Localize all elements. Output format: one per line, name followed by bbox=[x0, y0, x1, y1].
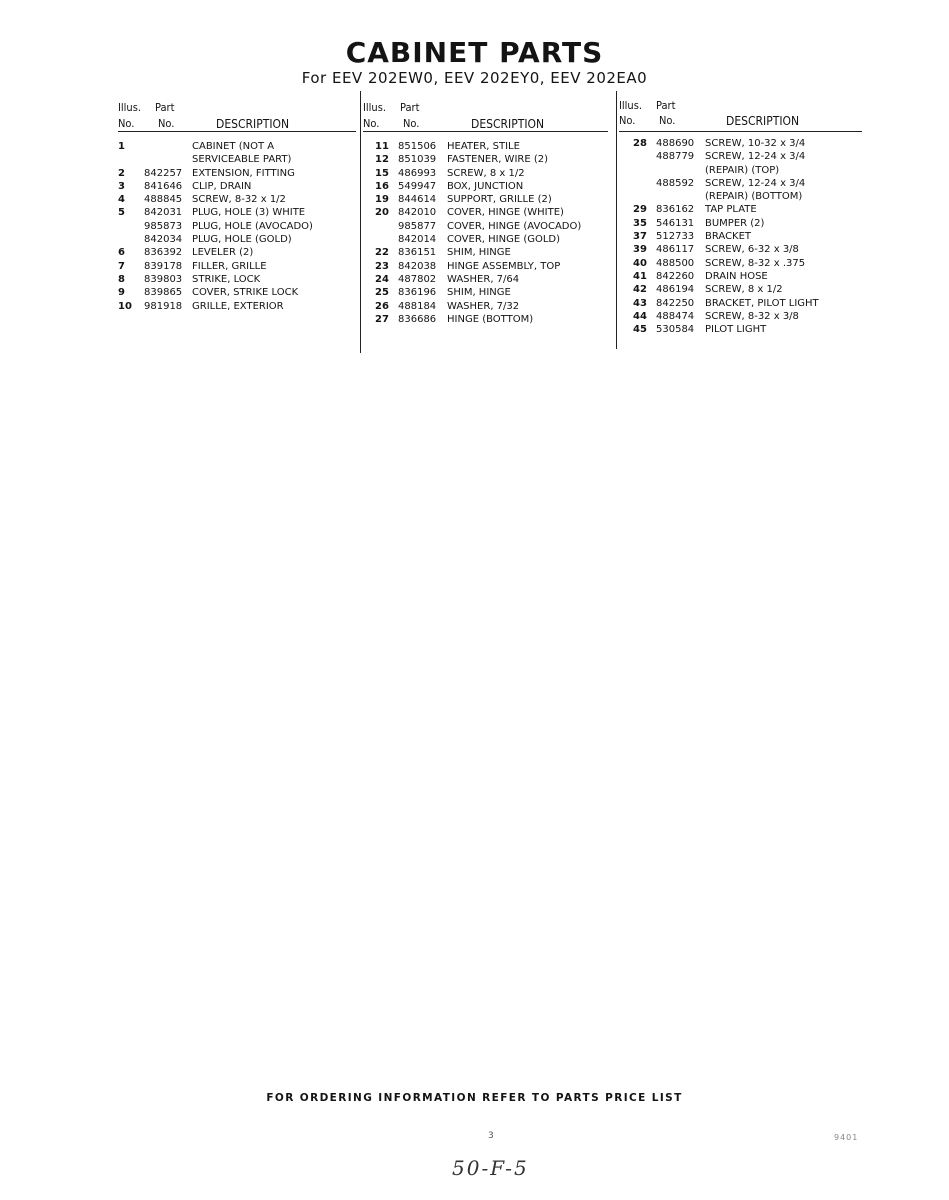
illus-number: 9 bbox=[118, 287, 125, 299]
part-number: 839865 bbox=[144, 287, 183, 299]
part-row bbox=[118, 141, 356, 154]
part-number: 549947 bbox=[398, 180, 437, 192]
illus-number: 35 bbox=[633, 217, 647, 229]
part-description: STRIKE, LOCK bbox=[192, 273, 261, 285]
part-description: WASHER, 7/32 bbox=[447, 300, 520, 312]
part-number: 851506 bbox=[398, 141, 437, 152]
part-description: CABINET (NOT A bbox=[192, 141, 275, 152]
part-description: DRAIN HOSE bbox=[705, 270, 768, 282]
illus-number: 45 bbox=[633, 324, 647, 336]
part-row bbox=[619, 298, 862, 311]
part-row bbox=[118, 181, 356, 194]
part-row bbox=[619, 138, 862, 151]
illus-number: 29 bbox=[633, 204, 647, 216]
illus-number: 27 bbox=[375, 313, 389, 325]
illus-number: 37 bbox=[633, 231, 647, 243]
part-description: (REPAIR) (BOTTOM) bbox=[705, 191, 803, 203]
header-part: Part bbox=[155, 101, 175, 114]
part-row bbox=[619, 204, 862, 217]
header-description: DESCRIPTION bbox=[726, 114, 800, 128]
part-row bbox=[363, 141, 608, 154]
header-part-no: No. bbox=[158, 117, 175, 130]
illus-number: 4 bbox=[118, 194, 125, 206]
header-illus-no: No. bbox=[619, 114, 636, 127]
part-number: 851039 bbox=[398, 154, 437, 166]
part-row bbox=[363, 154, 608, 167]
part-description: TAP PLATE bbox=[705, 204, 757, 216]
illus-number: 16 bbox=[375, 180, 389, 192]
part-number: 842010 bbox=[398, 207, 437, 219]
part-row bbox=[118, 234, 356, 247]
illus-number: 1 bbox=[118, 141, 125, 152]
part-number: 486993 bbox=[398, 167, 437, 179]
part-number: 836151 bbox=[398, 247, 437, 259]
part-number: 486194 bbox=[656, 284, 695, 296]
illus-number: 42 bbox=[633, 284, 647, 296]
part-number: 836686 bbox=[398, 313, 437, 325]
illus-number: 7 bbox=[118, 260, 125, 272]
part-row bbox=[619, 258, 862, 271]
part-number: 842014 bbox=[398, 234, 437, 246]
part-description: GRILLE, EXTERIOR bbox=[192, 300, 284, 312]
handwritten-note: 50-F-5 bbox=[452, 1156, 529, 1180]
part-description: SCREW, 12-24 x 3/4 bbox=[705, 151, 806, 163]
part-row bbox=[363, 234, 608, 247]
part-number: 842031 bbox=[144, 207, 183, 219]
part-number: 488500 bbox=[656, 257, 695, 269]
page-title: CABINET PARTS bbox=[345, 36, 604, 69]
part-number: 488845 bbox=[144, 194, 183, 206]
part-number: 839178 bbox=[144, 260, 183, 272]
illus-number: 25 bbox=[375, 287, 389, 299]
part-description: SHIM, HINGE bbox=[447, 247, 511, 259]
part-number: 985877 bbox=[398, 220, 437, 232]
part-number: 844614 bbox=[398, 194, 437, 206]
illus-number: 10 bbox=[118, 300, 132, 312]
part-number: 836392 bbox=[144, 247, 183, 259]
part-number: 488474 bbox=[656, 310, 695, 322]
part-number: 839803 bbox=[144, 273, 183, 285]
document-stamp: 9401 bbox=[834, 1133, 859, 1142]
part-number: 488184 bbox=[398, 300, 437, 312]
part-number: 546131 bbox=[656, 217, 695, 229]
part-row bbox=[619, 231, 862, 244]
header-part-no: No. bbox=[403, 117, 420, 130]
illus-number: 15 bbox=[375, 167, 389, 179]
part-number: 487802 bbox=[398, 273, 437, 285]
header-part: Part bbox=[656, 99, 676, 112]
illus-number: 22 bbox=[375, 247, 389, 259]
part-description: HINGE ASSEMBLY, TOP bbox=[447, 260, 561, 272]
part-row bbox=[619, 284, 862, 297]
part-number: 836196 bbox=[398, 287, 437, 299]
header-illus: Illus. bbox=[118, 101, 141, 114]
header-illus-no: No. bbox=[363, 117, 380, 130]
header-illus-no: No. bbox=[118, 117, 135, 130]
part-description: COVER, HINGE (WHITE) bbox=[447, 207, 564, 219]
part-row bbox=[363, 247, 608, 260]
part-number: 486117 bbox=[656, 244, 695, 256]
part-description: SCREW, 6-32 x 3/8 bbox=[705, 244, 799, 256]
column-divider bbox=[616, 91, 617, 349]
parts-list bbox=[619, 138, 862, 337]
illus-number: 20 bbox=[375, 207, 389, 219]
illus-number: 24 bbox=[375, 273, 389, 285]
part-description: BRACKET, PILOT LIGHT bbox=[705, 297, 819, 309]
part-description: EXTENSION, FITTING bbox=[192, 167, 295, 179]
part-description: (REPAIR) (TOP) bbox=[705, 164, 780, 176]
illus-number: 11 bbox=[375, 141, 389, 152]
header-illus: Illus. bbox=[363, 101, 386, 114]
illus-number: 40 bbox=[633, 257, 647, 269]
parts-column-1 bbox=[118, 97, 356, 314]
illus-number: 8 bbox=[118, 273, 125, 285]
part-description: WASHER, 7/64 bbox=[447, 273, 520, 285]
part-description: HEATER, STILE bbox=[447, 141, 520, 152]
part-row bbox=[619, 165, 862, 178]
part-row bbox=[619, 178, 862, 191]
part-description: SCREW, 8 x 1/2 bbox=[447, 167, 525, 179]
part-number: 488779 bbox=[656, 151, 695, 163]
part-row bbox=[363, 194, 608, 207]
part-row bbox=[118, 287, 356, 300]
part-row bbox=[363, 314, 608, 327]
part-description: PLUG, HOLE (3) WHITE bbox=[192, 207, 306, 219]
part-description: SUPPORT, GRILLE (2) bbox=[447, 194, 552, 206]
parts-list bbox=[363, 141, 608, 327]
part-description: COVER, STRIKE LOCK bbox=[192, 287, 299, 299]
illus-number: 12 bbox=[375, 154, 389, 166]
part-row bbox=[118, 154, 356, 167]
part-row bbox=[118, 194, 356, 207]
illus-number: 19 bbox=[375, 194, 389, 206]
part-description: FASTENER, WIRE (2) bbox=[447, 154, 549, 166]
part-row bbox=[619, 151, 862, 164]
part-row bbox=[118, 274, 356, 287]
illus-number: 2 bbox=[118, 167, 125, 179]
parts-column-2 bbox=[363, 97, 608, 327]
part-number: 836162 bbox=[656, 204, 695, 216]
column-header bbox=[619, 97, 862, 133]
ordering-footer: FOR ORDERING INFORMATION REFER TO PARTS PRICE LIST bbox=[266, 1092, 683, 1104]
part-description: PLUG, HOLE (AVOCADO) bbox=[192, 220, 313, 232]
illus-number: 6 bbox=[118, 247, 125, 259]
part-number: 530584 bbox=[656, 324, 695, 336]
illus-number: 5 bbox=[118, 207, 125, 219]
part-row bbox=[363, 207, 608, 220]
part-description: LEVELER (2) bbox=[192, 247, 254, 259]
part-description: COVER, HINGE (GOLD) bbox=[447, 234, 561, 246]
part-row bbox=[363, 261, 608, 274]
part-row bbox=[118, 221, 356, 234]
parts-column-3 bbox=[619, 97, 862, 337]
part-description: PLUG, HOLE (GOLD) bbox=[192, 234, 292, 246]
part-row bbox=[619, 311, 862, 324]
part-description: SCREW, 8-32 x .375 bbox=[705, 257, 806, 269]
part-description: BOX, JUNCTION bbox=[447, 180, 524, 192]
part-row bbox=[118, 301, 356, 314]
part-number: 842257 bbox=[144, 167, 183, 179]
part-number: 842038 bbox=[398, 260, 437, 272]
part-description: SCREW, 8-32 x 3/8 bbox=[705, 310, 799, 322]
part-number: 985873 bbox=[144, 220, 183, 232]
part-row bbox=[619, 191, 862, 204]
part-description: BUMPER (2) bbox=[705, 217, 765, 229]
part-number: 981918 bbox=[144, 300, 183, 312]
part-row bbox=[619, 218, 862, 231]
part-description: HINGE (BOTTOM) bbox=[447, 313, 534, 325]
part-row bbox=[118, 168, 356, 181]
part-row bbox=[118, 207, 356, 220]
part-description: BRACKET bbox=[705, 231, 752, 243]
illus-number: 28 bbox=[633, 138, 647, 149]
part-number: 842034 bbox=[144, 234, 183, 246]
header-description: DESCRIPTION bbox=[216, 117, 290, 131]
part-description: SCREW, 8 x 1/2 bbox=[705, 284, 783, 296]
part-number: 842260 bbox=[656, 270, 695, 282]
page-number: 3 bbox=[488, 1131, 494, 1141]
illus-number: 26 bbox=[375, 300, 389, 312]
part-description: COVER, HINGE (AVOCADO) bbox=[447, 220, 582, 232]
part-number: 488690 bbox=[656, 138, 695, 149]
illus-number: 3 bbox=[118, 180, 125, 192]
part-number: 512733 bbox=[656, 231, 695, 243]
header-part: Part bbox=[400, 101, 420, 114]
part-description: SCREW, 10-32 x 3/4 bbox=[705, 138, 806, 149]
part-number: 488592 bbox=[656, 177, 695, 189]
page-subtitle: For EEV 202EW0, EEV 202EY0, EEV 202EA0 bbox=[301, 69, 648, 87]
part-description: CLIP, DRAIN bbox=[192, 180, 252, 192]
illus-number: 39 bbox=[633, 244, 647, 256]
column-divider bbox=[360, 91, 361, 353]
part-row bbox=[363, 287, 608, 300]
part-number: 842250 bbox=[656, 297, 695, 309]
part-row bbox=[363, 221, 608, 234]
illus-number: 43 bbox=[633, 297, 647, 309]
part-description: SCREW, 12-24 x 3/4 bbox=[705, 177, 806, 189]
part-row bbox=[619, 244, 862, 257]
part-row bbox=[363, 274, 608, 287]
parts-list bbox=[118, 141, 356, 314]
part-row bbox=[363, 181, 608, 194]
illus-number: 41 bbox=[633, 270, 647, 282]
part-description: SHIM, HINGE bbox=[447, 287, 511, 299]
illus-number: 23 bbox=[375, 260, 389, 272]
part-description: FILLER, GRILLE bbox=[192, 260, 267, 272]
part-description: SERVICEABLE PART) bbox=[192, 154, 292, 166]
part-description: PILOT LIGHT bbox=[705, 324, 767, 336]
part-row bbox=[118, 261, 356, 274]
part-row bbox=[363, 168, 608, 181]
part-row bbox=[619, 271, 862, 284]
column-header bbox=[363, 97, 608, 133]
part-number: 841646 bbox=[144, 180, 183, 192]
header-illus: Illus. bbox=[619, 99, 642, 112]
part-row bbox=[118, 247, 356, 260]
part-row bbox=[363, 301, 608, 314]
part-description: SCREW, 8-32 x 1/2 bbox=[192, 194, 286, 206]
header-part-no: No. bbox=[659, 114, 676, 127]
column-header bbox=[118, 97, 356, 133]
illus-number: 44 bbox=[633, 310, 647, 322]
header-description: DESCRIPTION bbox=[471, 117, 545, 131]
part-row bbox=[619, 324, 862, 337]
